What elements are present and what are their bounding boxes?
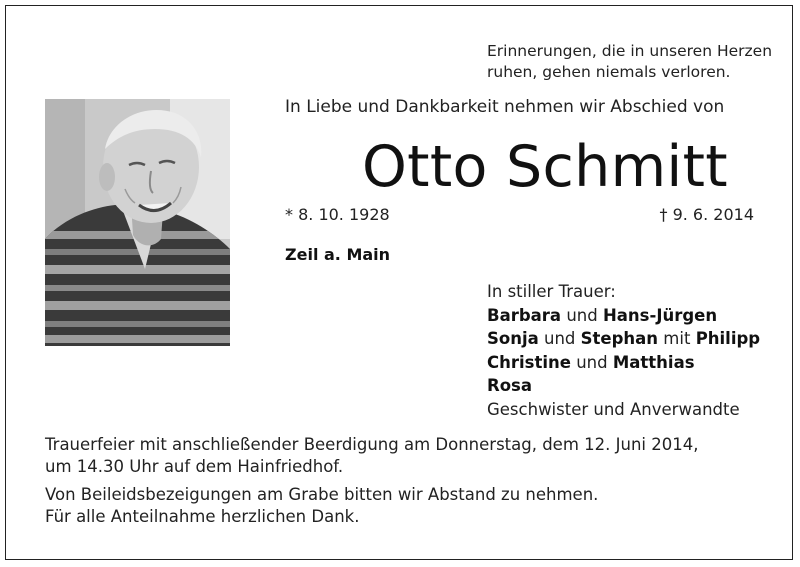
mourner-line (487, 304, 760, 328)
birth-date: * 8. 10. 1928 (285, 205, 390, 224)
hometown: Zeil a. Main (285, 245, 391, 264)
mourner-name: Rosa (487, 376, 532, 395)
funeral-info (45, 434, 698, 478)
memorial-quote (487, 41, 772, 83)
closing-line-2: Für alle Anteilnahme herzlichen Dank. (45, 507, 360, 526)
mourners-list (487, 280, 760, 421)
death-date: † 9. 6. 2014 (659, 205, 754, 224)
mourner-line (487, 327, 760, 351)
conjunction: und (561, 305, 603, 325)
mourner-name: Philipp (695, 329, 761, 348)
quote-line-1: Erinnerungen, die in unseren Herzen (487, 42, 773, 60)
mourner-line-relatives: Geschwister und Anverwandte (487, 399, 740, 419)
mourner-name: Hans-Jürgen (602, 305, 718, 325)
portrait-photo (45, 99, 230, 346)
conjunction: und (538, 329, 581, 348)
closing-line-1: Von Beileidsbezeigungen am Grabe bitten wir Abstand zu nehmen. (45, 485, 599, 504)
mourner-name: Barbara (487, 305, 562, 325)
deceased-name: Otto Schmitt (362, 134, 728, 200)
mourner-line (487, 351, 760, 375)
quote-line-2: ruhen, gehen niemals verloren. (487, 63, 731, 81)
conjunction: und (570, 352, 613, 372)
mourner-line (487, 374, 760, 398)
mourner-name: Stephan (580, 329, 659, 348)
mourner-name: Sonja (487, 329, 539, 348)
mourners-heading: In stiller Trauer: (487, 282, 616, 301)
conjunction: mit (658, 329, 696, 348)
funeral-line-2: um 14.30 Uhr auf dem Hainfriedhof. (45, 457, 344, 476)
intro-text: In Liebe und Dankbarkeit nehmen wir Abschied von (285, 97, 725, 117)
mourner-name: Matthias (612, 352, 695, 372)
funeral-line-1: Trauerfeier mit anschließender Beerdigung am Donnerstag, dem 12. Juni 2014, (45, 435, 699, 454)
closing-text (45, 484, 598, 528)
mourner-name: Christine (487, 352, 571, 372)
